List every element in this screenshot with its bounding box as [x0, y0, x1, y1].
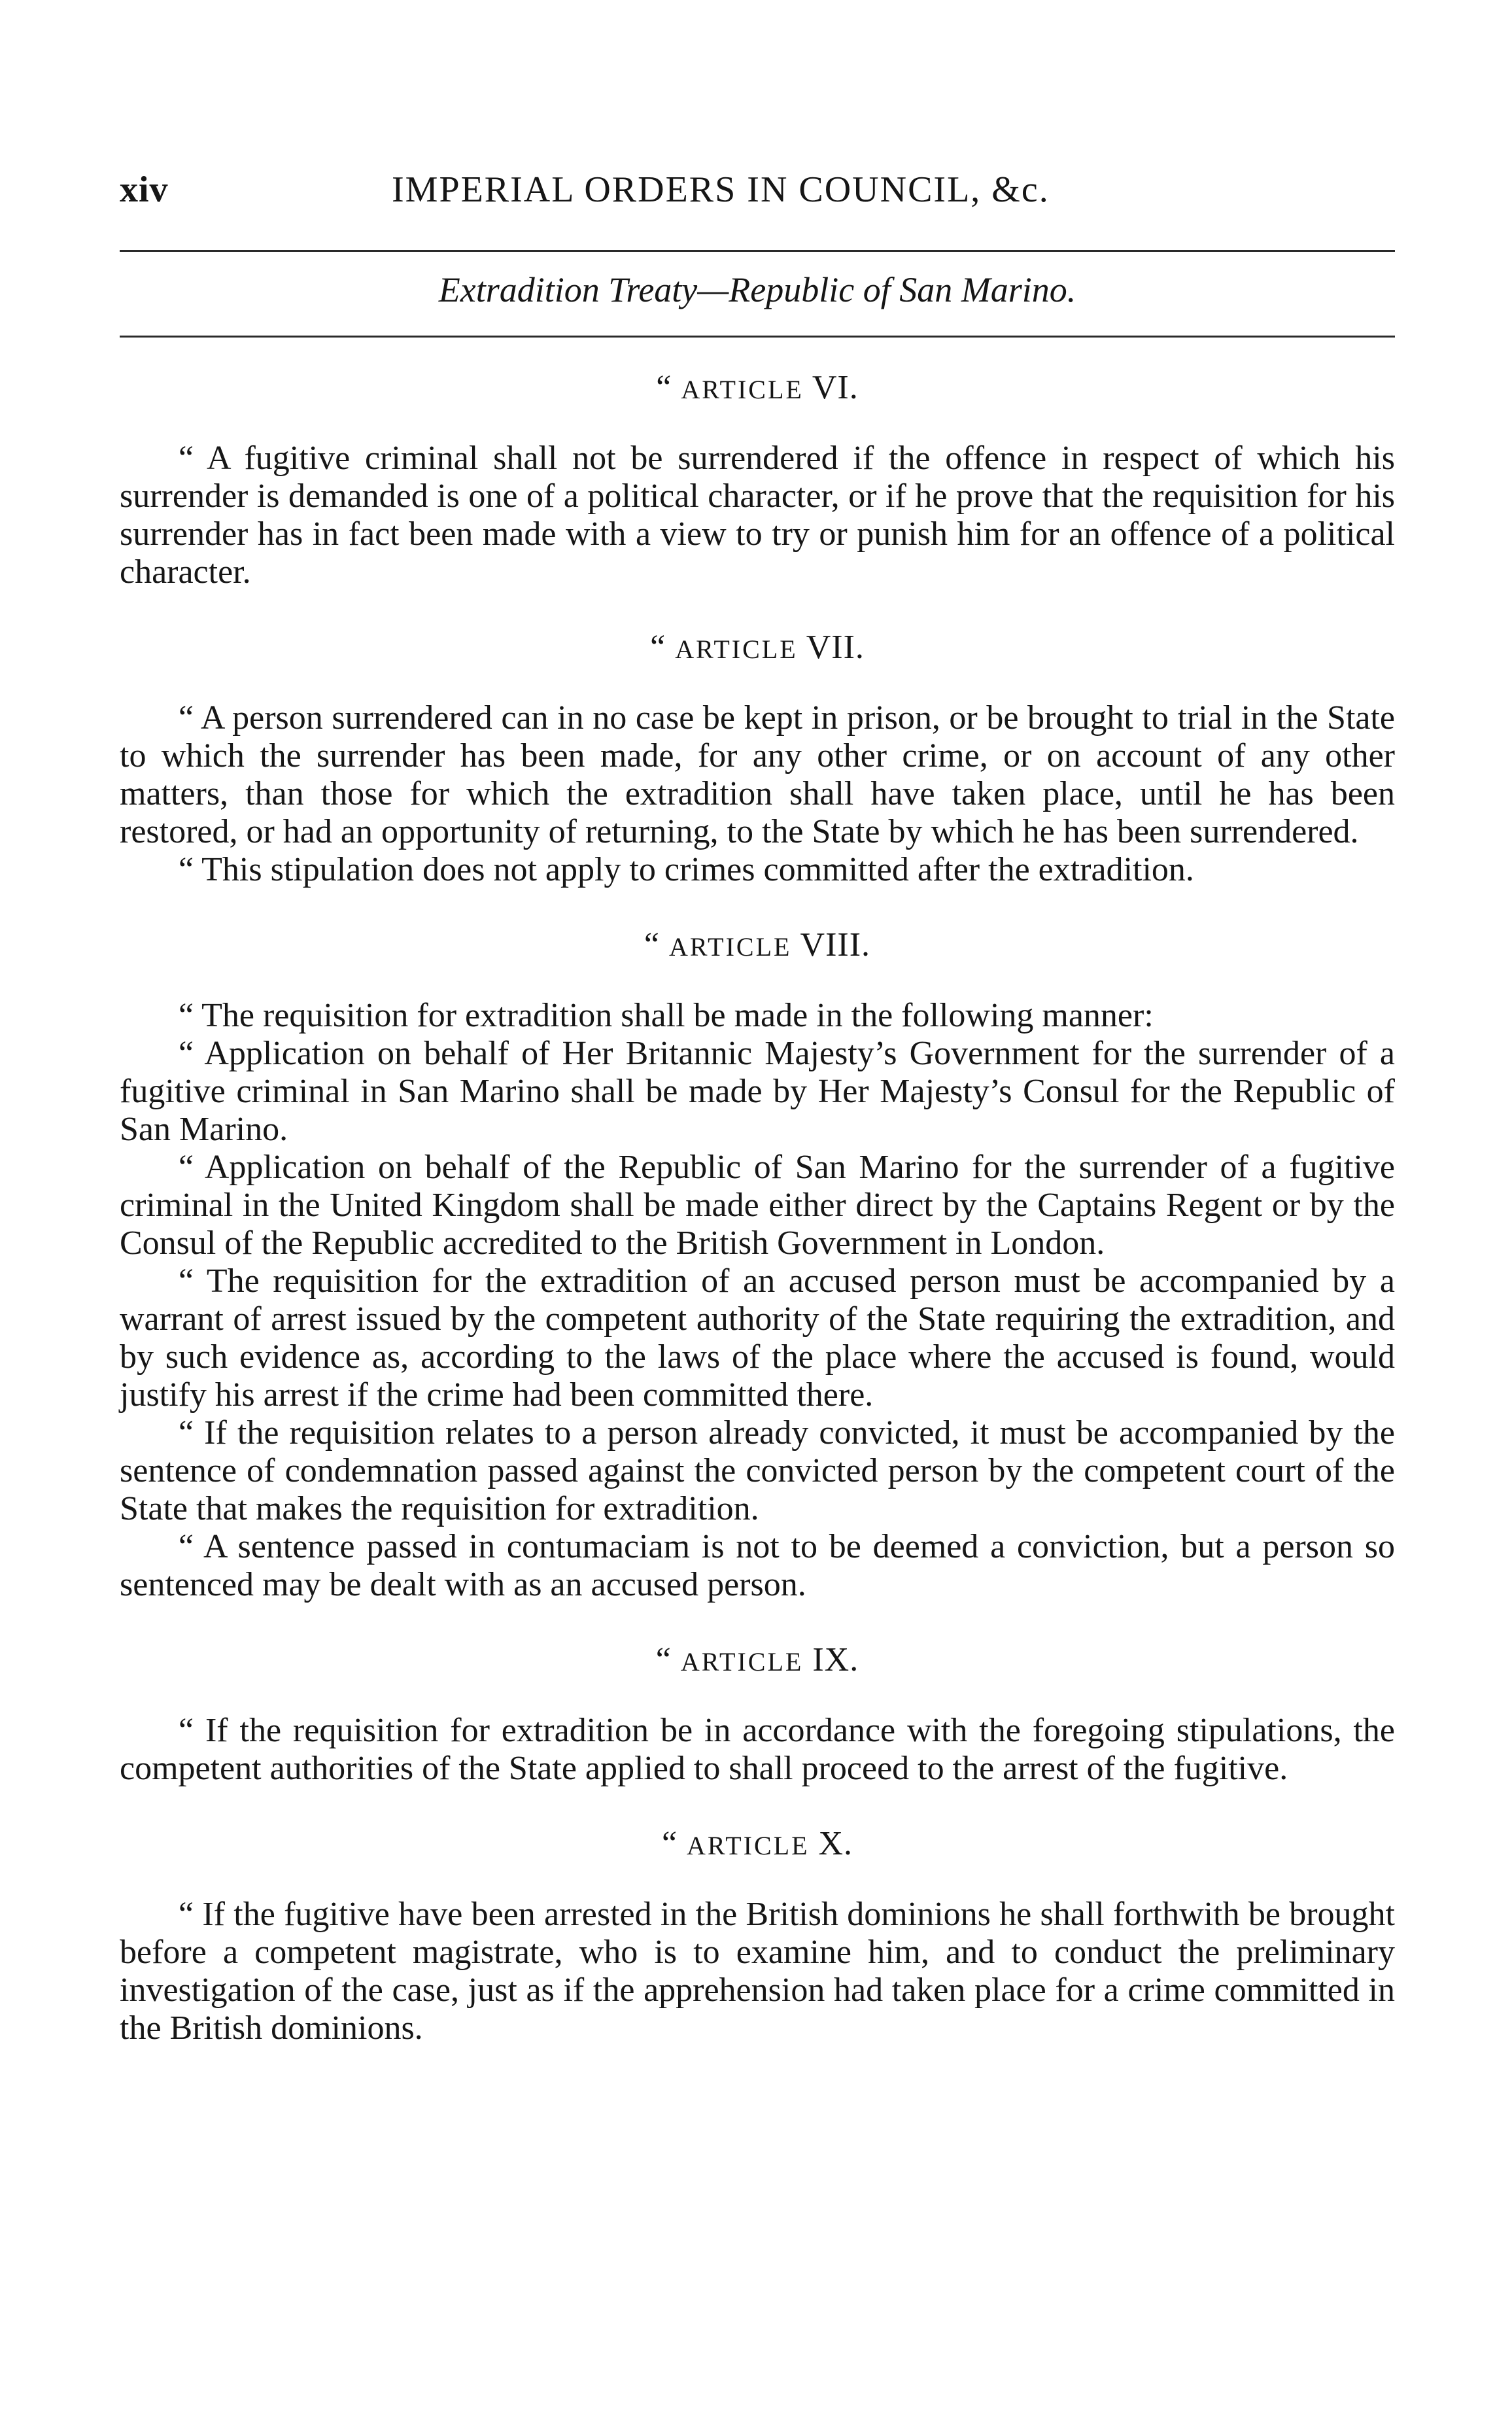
- header-rule-top: [120, 250, 1395, 252]
- article-paragraph: “ If the requisition relates to a person already convicted, it must be accompanied by the sentence of condemnation passed against the convicted person by the competent court of the State that makes the requisition for extradition.: [120, 1414, 1395, 1527]
- article-paragraph: “ A sentence passed in contumaciam is not to be deemed a conviction, but a person so sentenced may be dealt with as an accused person.: [120, 1528, 1395, 1603]
- heading-word: ARTICLE: [687, 1831, 810, 1860]
- running-title: IMPERIAL ORDERS IN COUNCIL, &c.: [392, 169, 1050, 210]
- heading-numeral: VI.: [812, 369, 859, 406]
- article-paragraph: “ A fugitive criminal shall not be surrendered if the offence in respect of which his surrender is demanded is one of a political character, or if he prove that the requisition for his surrender has in fact been made with a view to try or punish him for an offence of a political character.: [120, 440, 1395, 591]
- heading-quote: “: [655, 1641, 672, 1678]
- treaty-body: [120, 368, 1395, 2084]
- article-x: [120, 1824, 1395, 2047]
- heading-numeral: IX.: [812, 1641, 859, 1678]
- article-paragraph: “ The requisition for the extradition of an accused person must be accompanied by a warrant of arrest issued by the competent authority of the State requiring the extradition, and by such evidence as, according to the laws of the place where the accused is found, would justify his arrest if the crime had been committed there.: [120, 1262, 1395, 1414]
- heading-word: ARTICLE: [669, 932, 792, 962]
- article-heading: [120, 1641, 1395, 1682]
- article-vii: [120, 628, 1395, 889]
- article-ix: [120, 1641, 1395, 1788]
- article-paragraph: “ Application on behalf of Her Britannic Majesty’s Government for the surrender of a fugitive criminal in San Marino shall be made by Her Majesty’s Consul for the Republic of San Marino.: [120, 1035, 1395, 1148]
- article-heading: [120, 1824, 1395, 1866]
- page-number: xiv: [120, 169, 169, 210]
- header-rule-bottom: [120, 336, 1395, 338]
- article-paragraph: “ Application on behalf of the Republic of San Marino for the surrender of a fugitive criminal in the United Kingdom shall be made either direct by the Captains Regent or by the Consul of the Republic accredited to the British Government in London.: [120, 1149, 1395, 1262]
- article-paragraph: “ A person surrendered can in no case be kept in prison, or be brought to trial in the State to which the surrender has been made, for any other crime, or on account of any other matters, than those for which the extradition shall have taken place, until he has been restored, or had an opportunity of returning, to the State by which he has been surrendered.: [120, 699, 1395, 850]
- heading-quote: “: [656, 369, 672, 406]
- heading-numeral: VIII.: [800, 926, 871, 964]
- heading-word: ARTICLE: [675, 634, 798, 664]
- heading-quote: “: [650, 629, 666, 666]
- article-paragraph: “ The requisition for extradition shall be made in the following manner:: [179, 997, 1154, 1034]
- article-paragraph: “ If the fugitive have been arrested in the British dominions he shall forthwith be brought before a competent magistrate, who is to examine him, and to conduct the preliminary investigation of the case, just as if the apprehension had taken place for a crime committed in the British dominions.: [120, 1896, 1395, 2047]
- article-paragraph: “ This stipulation does not apply to crimes committed after the extradition.: [179, 851, 1194, 888]
- heading-word: ARTICLE: [681, 375, 804, 404]
- article-viii: [120, 926, 1395, 1604]
- article-vi: [120, 368, 1395, 591]
- heading-numeral: X.: [818, 1825, 853, 1862]
- heading-word: ARTICLE: [680, 1647, 804, 1677]
- section-subtitle: Extradition Treaty—Republic of San Marino.: [438, 270, 1076, 309]
- article-paragraph: “ If the requisition for extradition be in accordance with the foregoing stipulations, the competent authorities of the State applied to shall proceed to the arrest of the fugitive.: [120, 1712, 1395, 1787]
- heading-quote: “: [661, 1825, 678, 1862]
- article-heading: [120, 926, 1395, 967]
- heading-numeral: VII.: [806, 629, 865, 666]
- article-heading: [120, 368, 1395, 409]
- heading-quote: “: [644, 926, 661, 964]
- article-heading: [120, 628, 1395, 669]
- running-head: [120, 169, 1395, 221]
